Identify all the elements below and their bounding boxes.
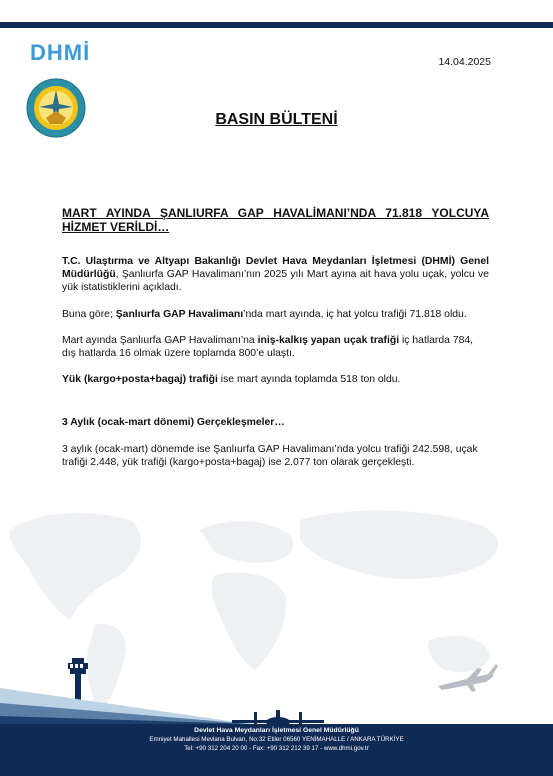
footer-org: Devlet Hava Meydanları İşletmesi Genel Müdürlüğü: [194, 727, 359, 734]
dhmi-logo: DHMİ: [30, 40, 91, 65]
section-title: 3 Aylık (ocak-mart dönemi) Gerçekleşmeler…: [62, 417, 285, 429]
top-margin: [0, 0, 553, 22]
p4-rest: ise mart ayında toplamda 518 ton oldu.: [217, 374, 401, 386]
page-title: BASIN BÜLTENİ: [215, 111, 338, 128]
p2-rest: ’nda mart ayında, iç hat yolcu trafiği 71.818 oldu.: [243, 308, 467, 320]
header-band: [0, 22, 553, 28]
p3-bold: iniş-kalkış yapan uçak trafiği: [257, 334, 400, 346]
headline: MART AYINDA ŞANLIURFA GAP HAVALİMANI’NDA 71.818 YOLCUYA HİZMET VERİLDİ…: [62, 206, 489, 234]
paragraph-3: [62, 334, 489, 360]
footer-address: Emniyet Mahallesi Mevlana Bulvarı, No:32 Etiler 06560 YENİMAHALLE / ANKARA TÜRKİYE: [149, 736, 404, 743]
article-body: [62, 206, 489, 482]
footer-graphic: [0, 648, 553, 776]
p3-rest: iç hatlarda 784, dış hatlarda 16 olmak üzere toplamda 800’e ulaştı.: [62, 334, 474, 360]
p1-rest: , Şanlıurfa GAP Havalimanı’nın 2025 yılı Mart ayına ait hava yolu uçak, yolcu ve yük istatistiklerini açıkladı.: [62, 269, 489, 294]
paragraph-4: [62, 373, 489, 386]
footer-contact: [0, 726, 553, 753]
p1-bold: T.C. Ulaştırma ve Altyapı Bakanlığı Devlet Hava Meydanları İşletmesi (DHMİ) Genel Müdürlüğü: [62, 256, 489, 281]
flying-airplane-icon: [438, 664, 498, 692]
footer-phone: Tel: +90 312 204 20 00 - Fax: +90 312 212 39 17 - www.dhmi.gov.tr: [184, 745, 369, 752]
dhmi-seal-icon: [26, 78, 86, 138]
press-date: 14.04.2025: [438, 56, 491, 68]
p4-bold: Yük (kargo+posta+bagaj) trafiği: [62, 374, 218, 386]
paragraph-2: [62, 308, 489, 321]
paragraph-1: [62, 255, 489, 295]
p2-bold: Şanlıurfa GAP Havalimanı: [115, 308, 244, 320]
p3-a: Mart ayında Şanlıurfa GAP Havalimanı’na: [62, 334, 258, 346]
p2-a: Buna göre;: [62, 308, 116, 320]
paragraph-5: 3 aylık (ocak-mart) dönemde ise Şanlıurfa GAP Havalimanı’nda yolcu trafiği 242.598, uçak trafiği 2.448, yük trafiği (kargo+posta+bagaj) ise 2.077 ton olarak gerçekleşti.: [62, 443, 478, 468]
